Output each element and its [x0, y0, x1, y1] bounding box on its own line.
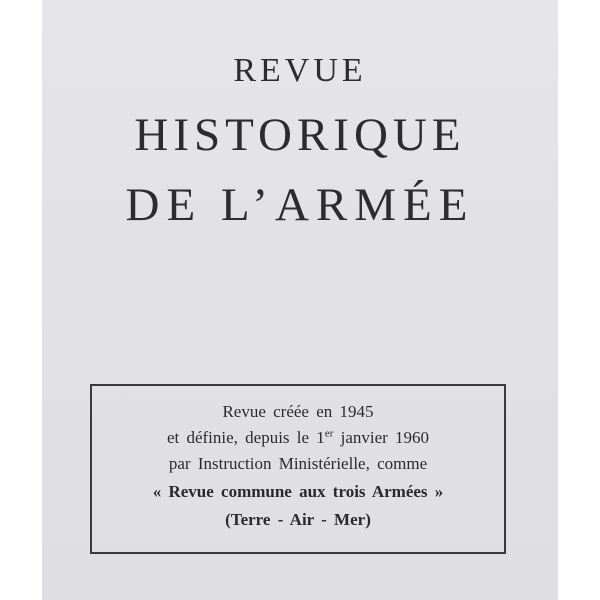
notice-line-founded: Revue créée en 1945: [222, 402, 374, 421]
notice-line-defined-date: janvier 1960: [333, 428, 430, 447]
notice-line-defined-text: et définie, depuis le 1: [166, 428, 325, 447]
notice-line-instruction: par Instruction Ministérielle, comme: [168, 454, 428, 473]
notice-box: [90, 384, 506, 554]
notice-line-common-review: « Revue commune aux trois Armées »: [152, 482, 444, 501]
notice-line-branches: (Terre - Air - Mer): [225, 510, 371, 529]
title-historique: HISTORIQUE: [134, 109, 466, 161]
journal-cover-page: [42, 0, 558, 600]
title-revue: REVUE: [233, 52, 367, 89]
ordinal-suffix: er: [324, 427, 334, 440]
notice-line-defined: [92, 428, 504, 448]
title-de-l-armee: DE L’ARMÉE: [125, 179, 475, 231]
